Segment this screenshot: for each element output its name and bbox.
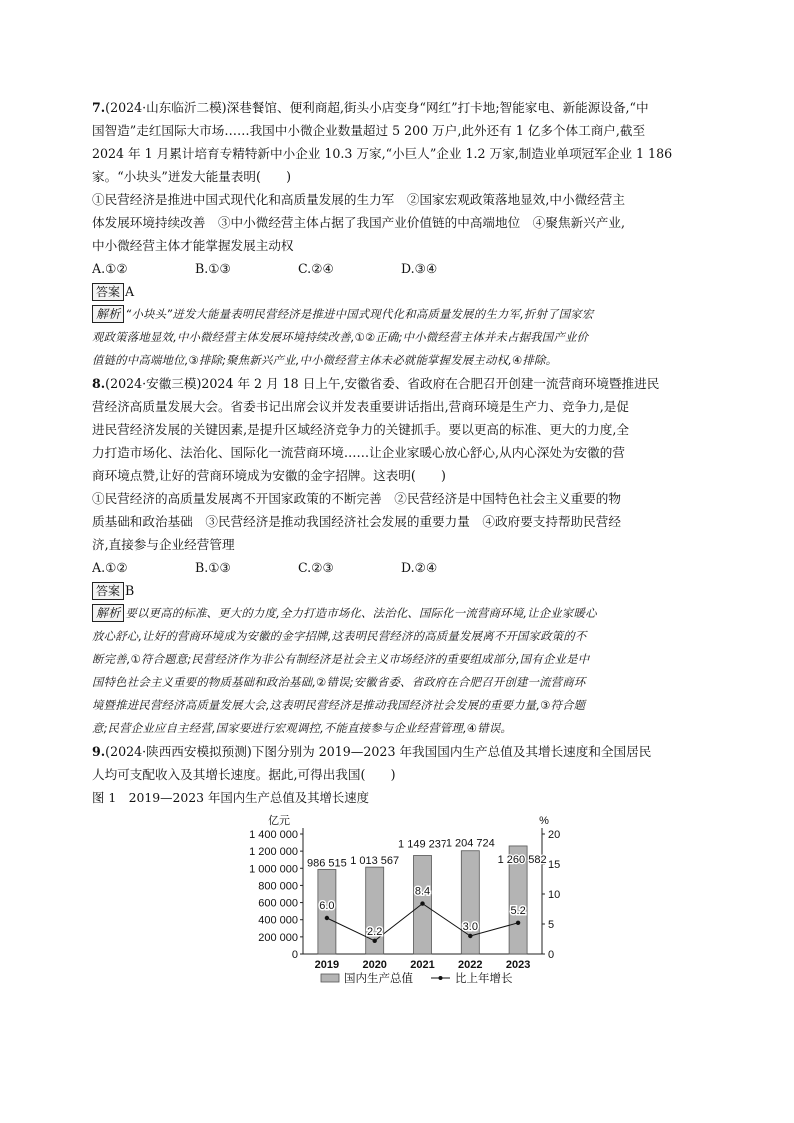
- y-tick-label-right: 0: [548, 949, 555, 961]
- x-tick-label: 2022: [458, 959, 483, 971]
- options-row: [92, 257, 704, 280]
- y-tick-label-right: 15: [548, 859, 561, 871]
- y-axis-left-unit: 亿元: [268, 815, 290, 827]
- question-text: 国智造”走红国际大市场……我国中小微企业数量超过 5 200 万户,此外还有 1 亿多个体工商户,截至: [92, 123, 646, 138]
- growth-value-label: 3.0: [462, 921, 478, 933]
- x-tick-label: 2021: [410, 959, 435, 971]
- growth-point: [516, 921, 520, 925]
- answer-row: [92, 280, 704, 303]
- growth-point: [373, 939, 377, 943]
- y-tick-label-right: 5: [548, 919, 555, 931]
- explanation-label: 解析: [92, 604, 124, 622]
- question-9: [92, 740, 704, 1001]
- legend-bar-label: 国内生产总值: [344, 973, 413, 985]
- question-number: 9.: [92, 744, 106, 759]
- explanation-line: 境暨推进民营经济高质量发展大会,这表明民营经济是推动我国经济社会发展的重要力量,③符合题: [92, 698, 586, 712]
- exam-page: [92, 96, 704, 1001]
- growth-point: [325, 916, 329, 920]
- question-statement: 中小微经营主体才能掌握发展主动权: [92, 238, 294, 253]
- question-text: 人均可支配收入及其增长速度。据此,可得出我国( ): [92, 767, 396, 782]
- question-statement: ①民营经济的高质量发展离不开国家政策的不断完善 ②民营经济是中国特色社会主义重要的物: [92, 491, 621, 506]
- y-tick-label-right: 20: [548, 829, 561, 841]
- answer-value: B: [125, 583, 135, 598]
- option-d[interactable]: D.③④: [401, 261, 438, 276]
- question-text: 2024 年 1 月累计培育专精特新中小企业 10.3 万家,“小巨人”企业 1.2 万家,制造业单项冠军企业 1 186: [92, 146, 673, 161]
- answer-label: 答案: [92, 283, 124, 301]
- question-text: (2024·陕西西安模拟预测)下图分别为 2019—2023 年我国国内生产总值及其增长速度和全国居民: [105, 744, 652, 759]
- question-statement: ①民营经济是推进中国式现代化和高质量发展的生力军 ②国家宏观政策落地显效,中小微经营主: [92, 192, 625, 207]
- question-number: 7.: [92, 100, 106, 115]
- y-tick-label-left: 1 200 000: [249, 846, 298, 859]
- explanation-line: 国特色社会主义重要的物质基础和政治基础,②错误;安徽省委、省政府在合肥召开创建一流营商环: [92, 675, 586, 689]
- question-text: (2024·山东临沂二模)深巷餐馆、便利商超,街头小店变身“网红”打卡地;智能家电、新能源设备,“中: [105, 100, 649, 115]
- answer-value: A: [125, 284, 135, 299]
- legend-line-marker: [439, 976, 443, 980]
- question-7: [92, 96, 704, 372]
- growth-value-label: 8.4: [414, 885, 431, 898]
- option-d[interactable]: D.②④: [401, 560, 438, 575]
- x-tick-label: 2020: [362, 959, 387, 971]
- explanation-line: [92, 602, 704, 625]
- explanation-line: [92, 303, 704, 326]
- option-b[interactable]: B.①③: [195, 560, 231, 575]
- y-tick-label-left: 1 400 000: [249, 829, 298, 841]
- gdp-bar-value-label: 1 013 567: [350, 855, 400, 868]
- question-statement: 体发展环境持续改善 ③中小微经营主体占据了我国产业价值链的中高端地位 ④聚焦新兴产业,: [92, 215, 625, 230]
- gdp-bar-value-label: 1 149 237: [398, 838, 447, 851]
- y-tick-label-left: 600 000: [258, 897, 298, 910]
- question-text: 商环境点赞,让好的营商环境成为安徽的金字招牌。这表明( ): [92, 468, 446, 483]
- explanation-line: 观政策落地显效,中小微经营主体发展环境持续改善,①②正确;中小微经营主体并未占据我国产业价: [92, 330, 589, 344]
- answer-row: [92, 579, 704, 602]
- gdp-bar-value-label: 1 260 582: [497, 853, 547, 866]
- explanation-line: 放心舒心,让好的营商环境成为安徽的金字招牌,这表明民营经济的高质量发展离不开国家政策的不: [92, 629, 587, 643]
- question-statement: 质基础和政治基础 ③民营经济是推动我国经济社会发展的重要力量 ④政府要支持帮助民营经: [92, 514, 621, 529]
- gdp-bar-value-label: 986 515: [307, 857, 347, 870]
- y-tick-label-left: 800 000: [258, 880, 298, 893]
- explanation-line: 意;民营企业应自主经营,国家要进行宏观调控,不能直接参与企业经营管理,④错误。: [92, 721, 512, 735]
- explanation-text: “小块头”迸发大能量表明民营经济是推进中国式现代化和高质量发展的生力军,折射了国家宏: [125, 307, 594, 321]
- y-tick-label-left: 200 000: [258, 931, 298, 944]
- growth-value-label: 2.2: [367, 925, 383, 938]
- gdp-bar: [461, 851, 479, 954]
- explanation-line: 断完善,①符合题意;民营经济作为非公有制经济是社会主义市场经济的重要组成部分,国有企业是中: [92, 652, 590, 666]
- gdp-chart: [92, 808, 704, 998]
- options-row: [92, 556, 704, 579]
- growth-point: [420, 901, 424, 905]
- explanation-line: 值链的中高端地位,③排除;聚焦新兴产业,中小微经营主体未必就能掌握发展主动权,④排除。: [92, 353, 558, 367]
- y-tick-label-left: 1 000 000: [249, 863, 298, 876]
- question-text: 营经济高质量发展大会。省委书记出席会议并发表重要讲话指出,营商环境是生产力、竞争力,是促: [92, 399, 629, 414]
- option-c[interactable]: C.②④: [298, 261, 334, 276]
- legend-bar-swatch: [321, 974, 339, 982]
- option-c[interactable]: C.②③: [298, 560, 334, 575]
- explanation-label: 解析: [92, 305, 124, 323]
- question-text: 家。“小块头”迸发大能量表明( ): [92, 169, 292, 184]
- question-text: (2024·安徽三模)2024 年 2 月 18 日上午,安徽省委、省政府在合肥召开创建一流营商环境暨推进民: [105, 376, 660, 391]
- y-axis-right-unit: %: [539, 815, 549, 827]
- legend-line-label: 比上年增长: [455, 973, 513, 985]
- answer-label: 答案: [92, 582, 124, 600]
- question-text: 进民营经济发展的关键因素,是提升区域经济竞争力的关键抓手。要以更高的标准、更大的力度,全: [92, 422, 629, 437]
- figure-caption: 图 1 2019—2023 年国内生产总值及其增长速度: [92, 790, 370, 805]
- option-a[interactable]: A.①②: [92, 261, 128, 276]
- x-tick-label: 2019: [314, 959, 340, 971]
- question-8: [92, 372, 704, 740]
- explanation-text: 要以更高的标准、更大的力度,全力打造市场化、法治化、国际化一流营商环境,让企业家暖心: [125, 606, 597, 620]
- gdp-bar-value-label: 1 204 724: [445, 837, 495, 850]
- question-statement: 济,直接参与企业经营管理: [92, 537, 235, 552]
- y-tick-label-left: 400 000: [258, 914, 298, 927]
- y-tick-label-left: 0: [291, 949, 298, 961]
- x-tick-label: 2023: [505, 959, 531, 971]
- question-text: 力打造市场化、法治化、国际化一流营商环境……让企业家暖心放心舒心,从内心深处为安徽的营: [92, 445, 625, 460]
- growth-value-label: 6.0: [319, 900, 335, 912]
- y-tick-label-right: 10: [548, 889, 561, 901]
- growth-value-label: 5.2: [510, 904, 526, 917]
- growth-point: [468, 934, 472, 938]
- option-b[interactable]: B.①③: [195, 261, 231, 276]
- question-number: 8.: [92, 376, 106, 391]
- option-a[interactable]: A.①②: [92, 560, 128, 575]
